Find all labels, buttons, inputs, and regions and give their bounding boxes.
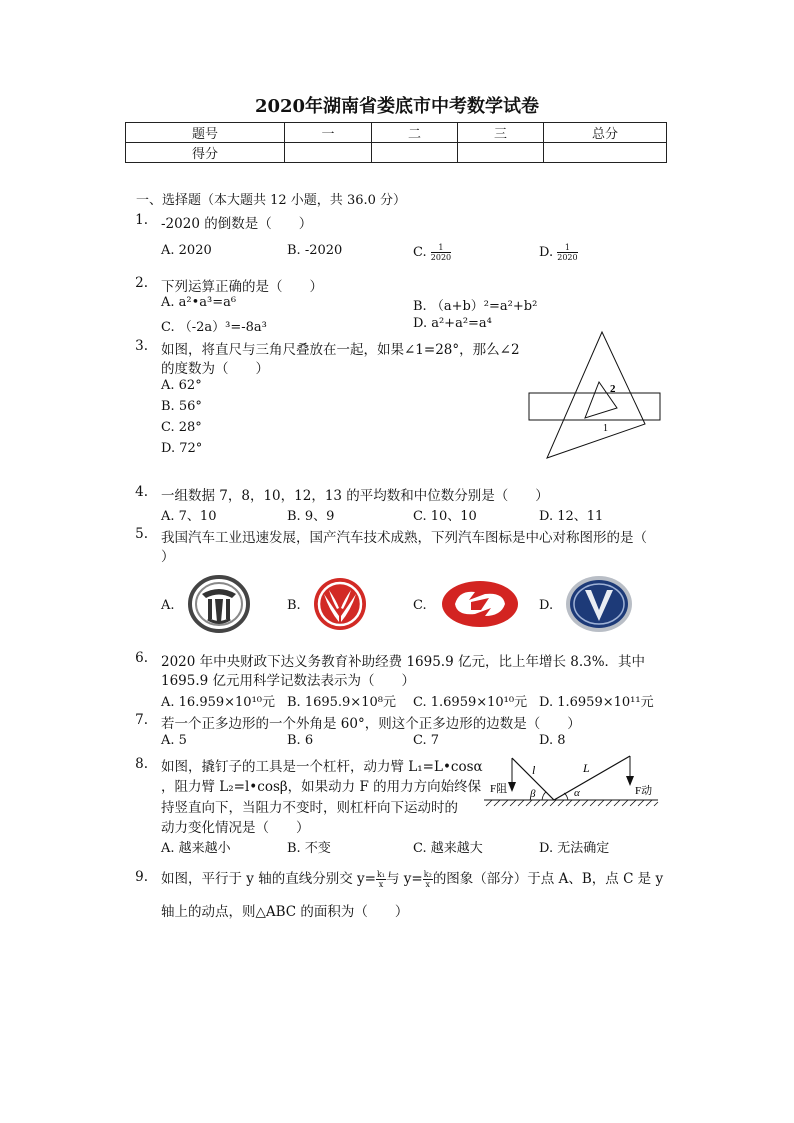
score-table (125, 122, 667, 163)
option-a: A. 62° (161, 378, 202, 393)
table-cell: 总分 (544, 123, 667, 143)
option-c: C. 1.6959×10¹⁰元 (413, 695, 528, 710)
option-d: D. a²+a²=a⁴ (413, 316, 492, 331)
table-cell (458, 143, 544, 163)
table-cell: 得分 (126, 143, 285, 163)
table-cell (372, 143, 458, 163)
angle-2-label: 2 (610, 383, 616, 395)
option-a: A. a²•a³=a⁶ (161, 295, 237, 310)
question-stem: 2020 年中央财政下达义务教育补助经费 1695.9 亿元，比上年增长 8.3%．其中 (161, 654, 646, 670)
dongfeng-logo-icon (312, 576, 368, 632)
option-a: A. 2020 (161, 243, 212, 258)
haima-logo-icon (441, 580, 519, 628)
option-b: B. -2020 (287, 243, 343, 258)
question-stem: ，阻力臂 L₂=l•cosβ，如果动力 F 的用力方向始终保 (161, 779, 482, 795)
option-d: D. (539, 598, 554, 613)
question-stem: 若一个正多边形的一个外角是 60°，则这个正多边形的边数是（ ） (161, 716, 581, 732)
resistance-force-label: F阻 (490, 783, 508, 795)
option-b: B. 6 (287, 733, 314, 748)
page-title: 2020年湖南省娄底市中考数学试卷 (254, 96, 540, 117)
question-stem: 持竖直向下，当阻力不变时，则杠杆向下运动时的 (161, 800, 458, 816)
angle-1-label: 1 (603, 423, 608, 434)
option-b: B. 1695.9×10⁸元 (287, 695, 396, 710)
question-number: 1. (135, 212, 148, 228)
beta-label: β (530, 788, 536, 800)
question-stem: ） (161, 549, 175, 565)
question-number: 5. (135, 526, 148, 542)
question-number: 8. (135, 756, 148, 772)
option-a: A. 越来越小 (161, 841, 231, 856)
table-cell: 三 (458, 123, 544, 143)
changan-logo-icon (565, 575, 633, 633)
option-d: D. 无法确定 (539, 841, 610, 856)
question-stem: 轴上的动点，则△ABC 的面积为（ ） (161, 904, 409, 920)
option-a: A. 16.959×10¹⁰元 (161, 695, 275, 710)
option-b: B. (287, 598, 301, 613)
power-force-label: F动 (635, 785, 653, 797)
option-d: D. 8 (539, 733, 566, 748)
option-d: D. 12、11 (539, 509, 604, 524)
lever-figure (482, 752, 662, 837)
option-d: D. 72° (161, 441, 203, 456)
option-c: C. $\frac{1}{2020}$ (413, 243, 452, 262)
option-c: C. 28° (161, 420, 202, 435)
option-d: D. 1.6959×10¹¹元 (539, 695, 654, 710)
question-number: 4. (135, 484, 148, 500)
short-arm-label: l (532, 763, 536, 777)
alpha-label: α (574, 787, 580, 799)
option-b: B. （a+b）²=a²+b² (413, 299, 538, 314)
option-b: B. 56° (161, 399, 202, 414)
question-stem: 如图，将直尺与三角尺叠放在一起，如果∠1=28°，那么∠2 (161, 342, 520, 358)
fraction: $\frac{\text{k₂}}{x}$ (423, 870, 432, 889)
option-a: A. 7、10 (161, 509, 217, 524)
question-stem: 一组数据 7，8，10，12，13 的平均数和中位数分别是（ ） (161, 488, 549, 504)
option-a: A. 5 (161, 733, 187, 748)
option-c: C. (413, 598, 427, 613)
section-heading: 一、选择题（本大题共 12 小题，共 36.0 分） (136, 193, 407, 208)
option-c: C. 越来越大 (413, 841, 483, 856)
option-b: B. 不变 (287, 841, 331, 856)
option-a: A. (161, 598, 175, 613)
brilliance-logo-icon (188, 574, 250, 634)
question-number: 7. (135, 712, 148, 728)
fraction: $\frac{\text{k₁}}{x}$ (376, 870, 386, 889)
question-stem: -2020 的倒数是（ ） (161, 216, 313, 232)
question-stem: 我国汽车工业迅速发展，国产汽车技术成熟，下列汽车图标是中心对称图形的是（ (161, 530, 647, 546)
table-cell: 二 (372, 123, 458, 143)
table-cell: 题号 (126, 123, 285, 143)
question-number: 6. (135, 650, 148, 666)
table-row (126, 123, 667, 143)
ruler-triangle-figure (527, 330, 662, 460)
question-number: 2. (135, 275, 148, 291)
table-cell (285, 143, 372, 163)
table-row (126, 143, 667, 163)
table-cell (544, 143, 667, 163)
option-c: C. 7 (413, 733, 440, 748)
fraction: $\frac{1}{2020}$ (557, 243, 578, 262)
question-stem: 下列运算正确的是（ ） (161, 279, 323, 295)
question-stem: 如图，平行于 y 轴的直线分别交 y= $\frac{\text{k₁}}{x}$ 与 y= $\frac{\text{k₂}}{x}$ 的图象（部分）于点 A、B，点 C 是 y (161, 870, 664, 889)
question-number: 9. (135, 869, 148, 885)
question-stem: 如图，撬钉子的工具是一个杠杆，动力臂 L₁=L•cosα (161, 759, 483, 775)
long-arm-label: L (583, 761, 590, 775)
question-stem: 动力变化情况是（ ） (161, 820, 310, 836)
question-stem: 的度数为（ ） (161, 361, 269, 377)
fraction: $\frac{1}{2020}$ (430, 243, 452, 262)
option-c: C. 10、10 (413, 509, 477, 524)
question-number: 3. (135, 338, 148, 354)
question-stem: 1695.9 亿元用科学记数法表示为（ ） (161, 673, 416, 689)
option-c: C. （-2a）³=-8a³ (161, 320, 267, 335)
table-cell: 一 (285, 123, 372, 143)
option-d: D. $\frac{1}{2020}$ (539, 243, 578, 262)
option-b: B. 9、9 (287, 509, 335, 524)
